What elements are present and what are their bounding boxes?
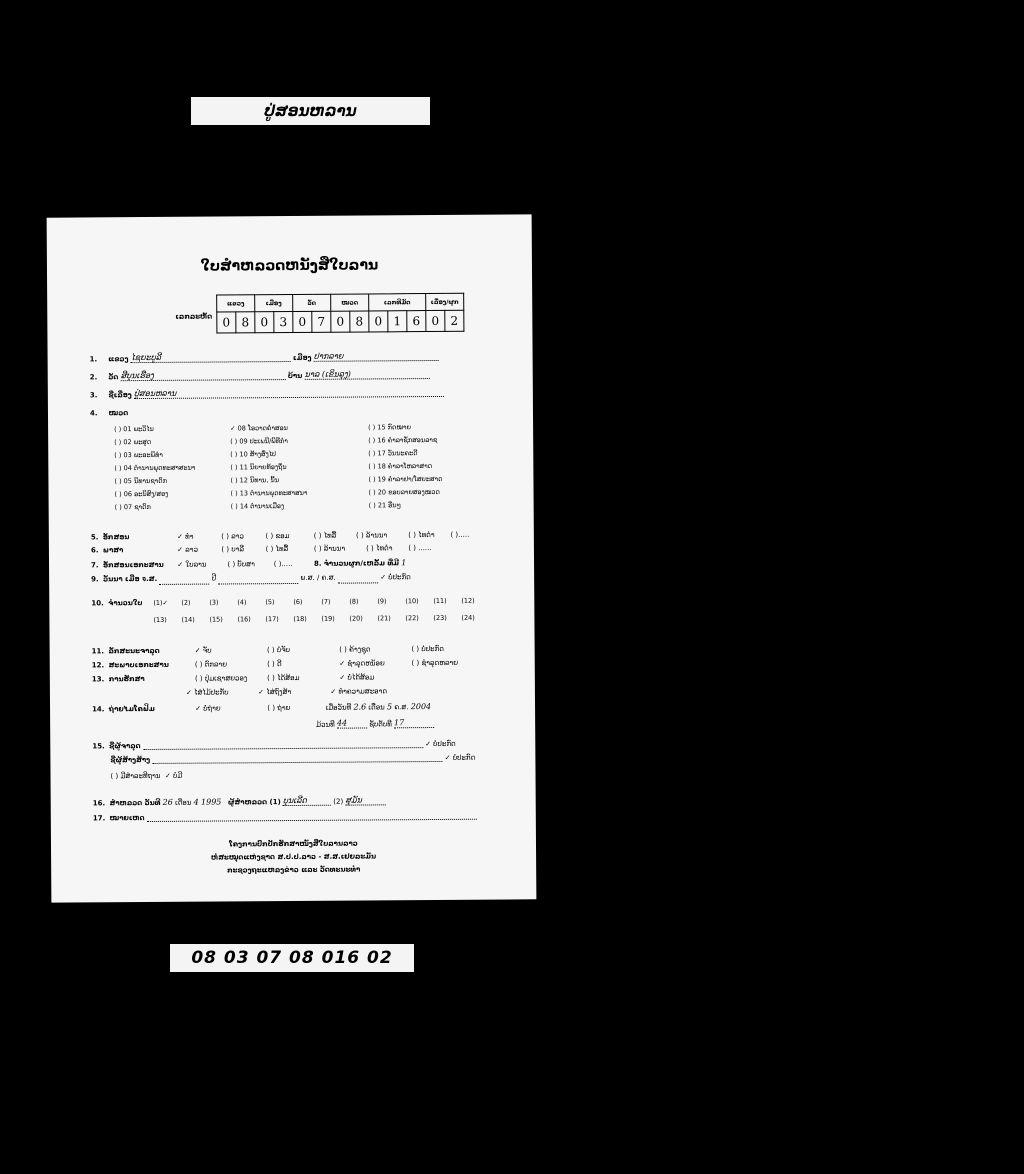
code-label: ເລກລະຫັດ: [175, 312, 213, 321]
option: ✓ ບໍ່ປະກົດ: [444, 753, 476, 762]
code-digit: 0: [217, 312, 236, 333]
category-option: ( ) 13 ຕຳນານພຸດທະສາສນາ: [230, 488, 308, 498]
leaf-count-option: (2): [181, 598, 191, 607]
category-option: ✓ 08 ໂອວາດຄຳສອນ: [230, 424, 288, 433]
row-script: [91, 531, 469, 542]
field-label: ປີ: [211, 574, 217, 583]
field-label: ເມື່ອວັນທີ: [325, 703, 352, 712]
option: ( ) ຊຳລຸດຫລາຍ: [411, 658, 459, 668]
category-option: ( ) 21 ອື່ນໆ: [368, 501, 401, 510]
surveyor-2-value: ສຸມັນ: [345, 795, 362, 805]
code-header: ເມືອງ: [255, 294, 293, 311]
category-option: ( ) 06 ອະນິສົງ/ສອງ: [114, 489, 169, 499]
row-number: 6.: [90, 546, 99, 555]
option: ( ) ລາວ: [221, 532, 244, 541]
category-option: ( ) 04 ຕຳນານພຸດທະສາສະນາ: [114, 463, 196, 473]
row-microfilm-roll: [316, 718, 434, 729]
row-material: [91, 558, 406, 569]
code-digit: 6: [407, 311, 426, 332]
option: ✓ ໄສ່ຖົງສ້າ: [258, 688, 292, 697]
category-option: ( ) 05 ນິທານຊາດົກ: [114, 476, 168, 486]
code-digit: 0: [255, 312, 274, 333]
row-number: 3.: [89, 391, 98, 400]
leaf-count-option: (9): [377, 597, 387, 606]
field-label: ຊື່ເລື່ອງ: [108, 391, 132, 400]
option: ( ) ປຸ່ມເຊາສຍວອງ: [194, 674, 248, 683]
row-date-written: [91, 572, 411, 585]
leaf-count-option: (23): [433, 613, 447, 623]
survey-day-value: 26: [162, 797, 173, 807]
field-label: ມ້ວນທີ: [316, 720, 335, 729]
leaf-count-option: (15): [209, 615, 223, 624]
row-province: [90, 351, 439, 363]
bundle-count-value: 1: [401, 558, 407, 568]
field-label: (2): [333, 797, 344, 806]
category-option: ( ) 14 ຕຳນານເມືອງ: [230, 502, 285, 511]
row-number: 15.: [92, 742, 105, 751]
roll-value: 44: [336, 718, 348, 728]
row-number: 14.: [92, 705, 105, 714]
code-header: ເລື່ອງ/ຜູກ: [426, 293, 464, 310]
category-option: ( ) 18 ຄຳລາໂຫລາສາດ: [368, 462, 433, 471]
option: ( ) ບາລີ: [221, 545, 245, 554]
field-label: ຊື່ຜູ້ຈາລຸດ: [109, 742, 141, 751]
field-label: ບ້ານ: [287, 371, 303, 381]
footer-line-2: ຫໍສະໝຸດແຫ່ງຊາດ ສ.ປ.ປ.ລາວ - ສ.ສ.ເຢຍລະມັນ: [211, 852, 377, 862]
row-remarks: [93, 812, 477, 823]
top-title-strip: ປູ່ສອນຫລານ: [191, 97, 430, 125]
field-label: ການຮັກສາ: [108, 675, 145, 684]
field-label: ລັກສະນະຈາລຸດ: [108, 646, 160, 656]
option: ✓ ບໍ່ປະກົດ: [380, 573, 411, 582]
bottom-code-strip: 08 03 07 08 016 02: [170, 944, 414, 972]
option: ( ) ໄທລື້: [265, 545, 289, 554]
leaf-count-option: (11): [433, 596, 447, 606]
leaf-count-option: (17): [265, 615, 279, 624]
code-digit: 8: [350, 311, 369, 332]
row-engraving: [92, 645, 444, 655]
option: ( ).....: [450, 530, 470, 539]
survey-year-value: 1995: [200, 797, 222, 807]
category-option: ( ) 19 ຄຳລາຢາ/ໂສຍະສາດ: [368, 474, 443, 484]
row-number: 8.: [313, 559, 322, 568]
row-number: 17.: [92, 814, 106, 823]
option: ( ) ມີສໍາລະທີຖານ: [110, 771, 161, 781]
leaf-count-option: (7): [321, 597, 331, 606]
field-label: ຄ.ສ.: [394, 703, 409, 712]
district-value: ປາກລາຍ: [313, 351, 344, 361]
code-header: ວັດ: [293, 294, 331, 311]
category-option: ( ) 10 ສ້າງສົ່ງໄປ: [230, 450, 277, 459]
option: ( ) ລ້ານນາ: [355, 531, 388, 540]
leaf-count-option: (5): [265, 598, 275, 607]
field-label: ໝວດ: [108, 409, 129, 418]
frame-value: 17: [393, 718, 405, 728]
temple-value: ສີບຸນເຮືອງ: [120, 370, 154, 381]
film-year-value: 2004: [410, 702, 432, 712]
leaf-count-option: (16): [237, 615, 251, 624]
field-label: ຊັບຕັບທີ: [369, 720, 392, 729]
code-digit: 8: [236, 312, 255, 333]
option: ( ) ຖ່າຍ: [267, 704, 291, 713]
category-option: ( ) 01 ພະວິໄນ: [114, 424, 154, 434]
leaf-count-option: (13): [153, 615, 167, 624]
field-label: ພ.ສ. / ຄ.ສ.: [300, 573, 336, 582]
field-label: ອັກສອນ: [102, 533, 130, 542]
option: ( ) ບໍ່ປະກົດ: [411, 644, 444, 654]
field-label: ໝາຍເຫດ: [109, 814, 145, 823]
row-number: 4.: [89, 409, 98, 418]
code-digit: 0: [369, 311, 388, 332]
leaf-count-option: (20): [349, 614, 363, 623]
category-option: ( ) 03 ພະອະພິທຳ: [114, 450, 163, 460]
code-digit: 0: [331, 311, 350, 332]
row-preservation: [92, 673, 374, 683]
code-digit: 3: [274, 311, 293, 332]
row-sponsor: [110, 754, 475, 765]
village-value: ນາລ (ເຂິນລຸງ): [304, 369, 351, 379]
film-month-value: 5: [386, 702, 393, 712]
code-header: ໝວດ: [331, 294, 369, 311]
field-label: ສຳຫລວດ ວັນທີ: [109, 798, 161, 808]
category-option: ( ) 12 ນິທານ, ນິ້ນ: [230, 476, 280, 485]
field-label: ພາສາ: [102, 546, 124, 555]
option: ( ) ຄ້າງຊຸດ: [339, 645, 371, 654]
option: ( ) ໄທດຳ: [408, 531, 435, 540]
field-label: ວັດ: [108, 373, 119, 382]
row-number: 10.: [91, 599, 104, 608]
category-option: ( ) 07 ຊາດົກ: [114, 502, 151, 512]
code-table: [216, 293, 464, 334]
leaf-count-option: (4): [237, 598, 247, 607]
category-option: ( ) 20 ຂອບລາຍສອງໝວດ: [368, 487, 440, 497]
row-number: 16.: [92, 799, 106, 808]
leaf-count-option: (8): [349, 597, 359, 606]
footer-line-3: ກະຊວງຖະແຫລງຂ່າວ ແລະ ວັດທະນະທຳ: [227, 865, 361, 875]
option: ( ) ໄທລື້: [313, 531, 337, 540]
field-label: ຜູ້ສຳຫລວດ (1): [228, 798, 281, 807]
row-number: 5.: [90, 533, 99, 542]
row-condition: [92, 659, 458, 670]
option: ✓ ບໍ່ໄດ້ສ້ອມ: [339, 673, 375, 682]
row-scribe: [92, 740, 455, 751]
field-label: ວັນນາ ເມື່ອ จ.ສ.: [103, 574, 158, 584]
leaf-count-option: (18): [293, 614, 307, 623]
field-label: ຈຳນວນໃບ: [108, 599, 143, 608]
field-label: ຖ່າຍໄມໂຄຟິມ: [108, 704, 155, 714]
option: ✓ ລາວ: [177, 545, 199, 554]
leaf-count-option: (21): [377, 614, 391, 623]
option: ( ) ດີ: [267, 660, 282, 669]
field-label: ເມືອງ: [292, 353, 312, 362]
row-number: 12.: [91, 661, 105, 670]
row-number: 9.: [91, 575, 99, 584]
option: ( ) ຕົກລາຍ: [194, 660, 228, 669]
category-option: ( ) 02 ພະສູດ: [114, 437, 152, 447]
row-preservation-extra: [186, 687, 387, 696]
leaf-count-option: (22): [405, 614, 419, 623]
row-number: 2.: [89, 373, 98, 382]
row-category: [90, 409, 128, 417]
row-number: 11.: [91, 647, 105, 656]
field-label: ເດືອນ: [175, 798, 192, 807]
option: ✓ ທຳ: [177, 532, 194, 541]
option: ( ) ລ້ານນາ: [313, 544, 346, 553]
survey-form-sheet: [47, 214, 537, 902]
province-value: ໄຊຍະບູລີ: [130, 352, 161, 363]
row-number: 7.: [91, 561, 99, 570]
row-microfilm: [92, 702, 431, 713]
option: ✓ ບໍ່ຖ່າຍ: [195, 704, 221, 713]
row-temple: [90, 369, 430, 381]
field-label: ເດືອນ: [368, 703, 385, 712]
row-inscription: [110, 772, 182, 781]
form-title: ໃບສຳຫລວດຫນັງສືໃບລານ: [200, 257, 379, 275]
title-value: ປູ່ສອນຫລານ: [133, 388, 177, 399]
option: ✓ ຊຳລຸດຫນ້ອຍ: [339, 659, 385, 668]
category-option: ( ) 15 ກົດໝາຍ: [368, 423, 412, 432]
footer-line-1: ໂຄງການປົກປັກຮັກສາໜັງສືໃບລານລາວ: [229, 839, 358, 849]
category-option: ( ) 16 ຄຳລາຊັກສອນລາຊ: [368, 435, 438, 445]
leaf-count-option: (1)✓: [153, 598, 168, 607]
option: ✓ ທຳຄວາມສະອາດ: [330, 687, 388, 696]
option: ✓ ຈັບ: [194, 646, 212, 655]
option: ( ) ໄທດຳ: [366, 544, 393, 553]
field-label: ຊື່ຜູ້ສ້າງສ້າງ: [110, 755, 151, 765]
leaf-count-option: (3): [209, 598, 219, 607]
leaf-count-option: (14): [181, 615, 195, 624]
option: ✓ ບໍ່ປະກົດ: [425, 739, 456, 749]
code-digit: 1: [388, 311, 407, 332]
row-language: [91, 544, 432, 554]
field-label: ອັກສອນເອກະສານ: [102, 560, 164, 570]
option: ( ) ......: [408, 544, 432, 553]
option: ✓ ໃບລານ: [177, 560, 207, 569]
leaf-count-option: (24): [461, 613, 475, 622]
option: ( ) ໄດ້ສ້ອມ: [267, 673, 300, 683]
option: ✓ ໄສ່ໄມ້ປະກັບ: [185, 688, 229, 697]
leaf-count-option: (6): [293, 597, 303, 606]
category-option: ( ) 17 ວັນນະຄະດີ: [368, 449, 418, 458]
code-digit: 7: [312, 311, 331, 332]
category-option: ( ) 09 ປະເພນີ/ພິທີກຳ: [230, 437, 288, 446]
option: ( ) ບັບສາ: [227, 560, 255, 569]
survey-month-value: 4: [193, 797, 199, 807]
field-label: ຈຳນວນຜູກ/ເຫລັ້ມ ທີ່ມີ: [323, 559, 400, 568]
code-header: ແຂວງ: [217, 295, 255, 312]
surveyor-1-value: ບຸນເລີດ: [282, 795, 307, 806]
field-label: ແຂວງ: [108, 355, 129, 364]
option: ( ).....: [273, 559, 293, 569]
row-title: [90, 387, 444, 399]
field-label: ສະພາບເອກະສານ: [108, 660, 169, 670]
category-option: ( ) 11 ນິຍາຍທ້ອງຖິ່ນ: [230, 463, 287, 472]
film-day-value: 2.6: [353, 702, 367, 712]
code-digit: 2: [445, 310, 464, 331]
option: ( ) ຂອມ: [265, 532, 290, 541]
row-leaves: [91, 599, 142, 607]
row-number: 1.: [89, 355, 98, 364]
row-number: 13.: [91, 675, 105, 684]
leaf-count-option: (19): [321, 614, 335, 623]
option: ( ) ບໍ່ຈັບ: [266, 646, 291, 655]
leaf-count-option: (10): [405, 597, 419, 606]
code-header: ເລກທີມັດ: [369, 294, 426, 311]
code-digit: 0: [426, 310, 445, 331]
code-digit: 0: [293, 311, 312, 332]
leaf-count-option: (12): [461, 596, 475, 605]
row-survey: [93, 795, 386, 807]
option: ✓ ບໍ່ມີ: [164, 771, 183, 780]
